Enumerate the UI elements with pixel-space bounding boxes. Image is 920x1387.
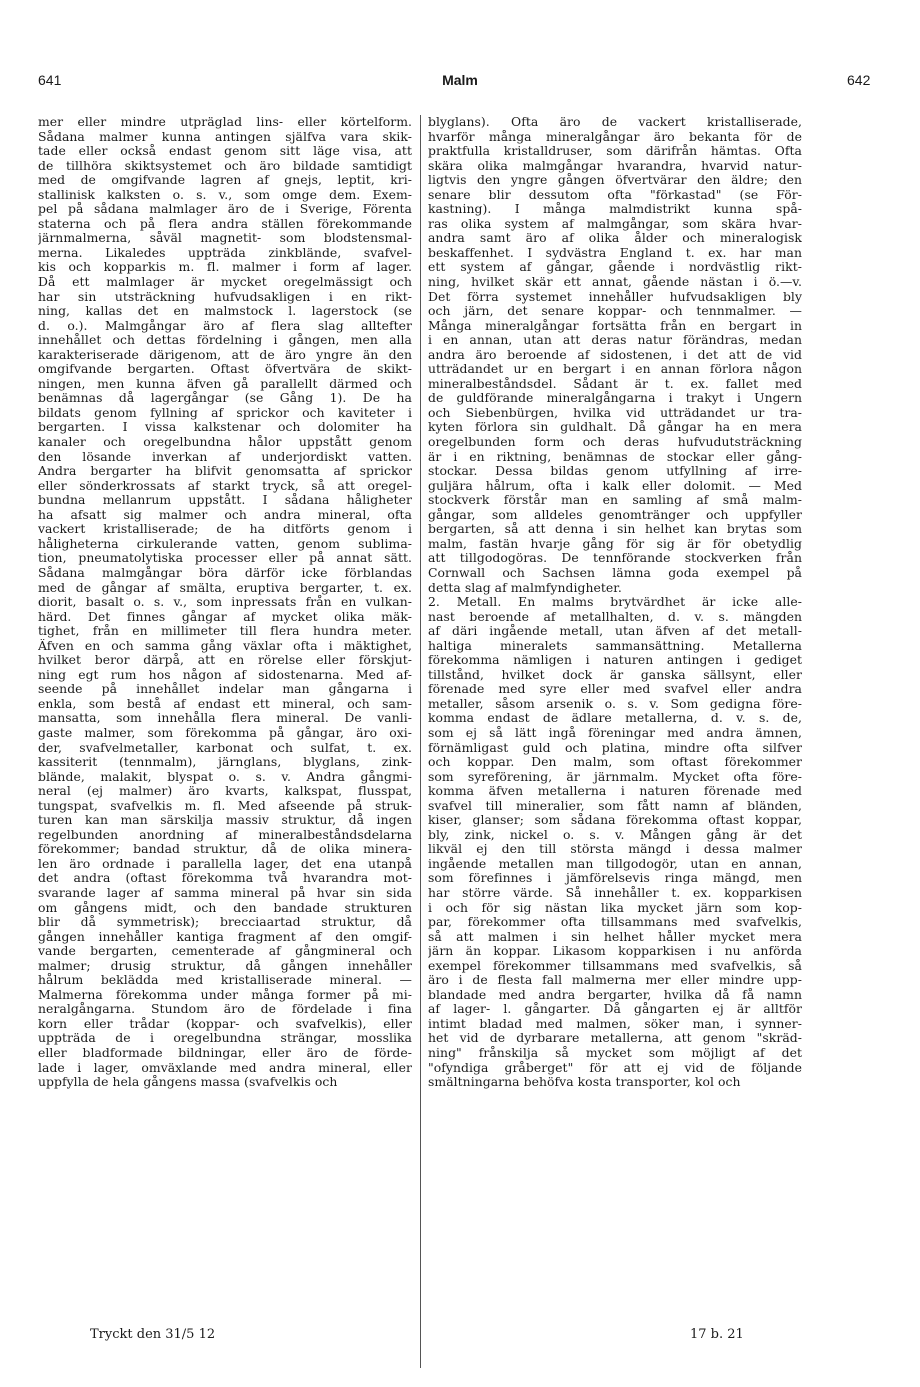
text-line: Då ett malmlager är mycket oregelmässigt och — [38, 275, 412, 290]
text-line: har sin utsträckning hufvudsakligen i en rikt- — [38, 289, 412, 304]
text-line: Många mineralgångar fortsätta från en bergart in — [428, 318, 802, 333]
text-line: pel på sådana malmlager äro de i Sverige, Förenta — [38, 202, 412, 217]
text-line: Andra bergarter ha blifvit genomsatta af sprickor — [38, 464, 412, 479]
text-line: oregelbunden form och deras hufvudutsträckning — [428, 435, 802, 450]
text-line: kassiterit (tennmalm), järnglans, blyglans, zink- — [38, 755, 412, 770]
text-line: ningen, men kunna äfven gå parallellt därmed och — [38, 376, 412, 391]
text-line: beskaffenhet. I sydvästra England t. ex. har man — [428, 245, 802, 260]
text-line: bly, zink, nickel o. s. v. Mången gång är det — [428, 827, 802, 842]
text-line: tion, pneumatolytiska processer eller på annat sätt. — [38, 551, 412, 566]
text-line: neral (ej malmer) äro kvarts, kalkspat, flusspat, — [38, 784, 412, 799]
text-line: stockar. Dessa bildas genom utfyllning af irre- — [428, 464, 802, 479]
text-line: ras olika system af malmgångar, som skära hvar- — [428, 216, 802, 231]
text-line: stallinisk kalksten o. s. v., som omge dem. Exem- — [38, 187, 412, 202]
page-header — [0, 72, 920, 96]
text-line: haltiga mineralets sammansättning. Metallerna — [428, 638, 802, 653]
text-line: i en annan, utan att deras natur förändras, medan — [428, 333, 802, 348]
text-line: eller bladformade bildningar, eller äro de förde- — [38, 1046, 412, 1060]
text-line: den lösande inverkan af underjordiskt vatten. — [38, 449, 412, 464]
text-line: kiser, glanser; som sådana förekomma oftast koppar, — [428, 813, 802, 828]
text-line: utträdandet ur en bergart i en annan förlora någon — [428, 362, 802, 377]
text-line: uppträda de i oregelbundna strängar, mosslika — [38, 1031, 412, 1046]
text-line: förekommer; bandad struktur, då de olika minera- — [38, 842, 412, 857]
text-line: med de gångar af smälta, eruptiva bergarter, t. ex. — [38, 580, 412, 595]
text-line: håligheterna cirkulerande vatten, genom sublima- — [38, 536, 412, 551]
running-title: Malm — [442, 72, 478, 88]
text-line: detta slag af malmfyndigheter. — [428, 580, 622, 595]
text-line: Sådana malmer kunna antingen själfva vara skik- — [38, 129, 412, 144]
text-line: het vid de dyrbarare metallerna, att genom "skräd- — [428, 1031, 802, 1046]
text-line: seende på innehållet indelar man gångarna i — [38, 682, 412, 697]
text-line: som förefinnes i jämförelsevis ringa mängd, men — [428, 871, 802, 886]
text-line: neralgångarna. Stundom äro de fördelade i fina — [38, 1002, 412, 1017]
text-line: innehållet och dettas fördelning i gången, men alla — [38, 333, 412, 348]
text-line: ha afsatt sig malmer och andra mineral, ofta — [38, 507, 412, 522]
text-line: kanaler och oregelbundna hålor uppstått genom — [38, 435, 412, 450]
text-line: med de omgifvande lagren af gnejs, leptit, kri- — [38, 173, 412, 188]
text-line: och koppar. Den malm, som oftast förekommer — [428, 755, 802, 770]
page-number-left: 641 — [38, 72, 62, 88]
text-line: par, förekommer ofta tillsammans med svafvelkis, — [428, 915, 802, 930]
text-line: uppfylla de hela gångens massa (svafvelkis och — [38, 1075, 338, 1090]
text-line: mineralbeståndsdel. Sådant är t. ex. fallet med — [428, 376, 802, 391]
text-line: karakteriserade därigenom, att de äro yngre än den — [38, 347, 412, 362]
text-line: korn eller trådar (koppar- och svafvelkis), eller — [38, 1016, 412, 1031]
text-line: mer eller mindre utpräglad lins- eller körtelform. — [38, 115, 412, 129]
text-line: och Siebenbürgen, hvilka vid utträdandet ur tra- — [428, 405, 802, 420]
text-line: kis och kopparkis m. fl. malmer i form af lager. — [38, 260, 412, 275]
text-line: som ej så lätt ingå föreningar med andra ämnen, — [428, 725, 802, 740]
text-line: blir då symmetrisk); brecciaartad struktur, då — [38, 915, 412, 930]
text-line: intimt bladad med malmen, söker man, i synner- — [428, 1016, 802, 1031]
text-line: tillstånd, hvilket dock är ganska sällsynt, eller — [428, 667, 802, 682]
text-line: bergarten. I vissa kalkstenar och dolomiter ha — [38, 420, 412, 435]
text-line: skära olika malmgångar hvarandra, hvarvid natur- — [428, 158, 802, 173]
text-line: merna. Likaledes uppträda zinkblände, svafvel- — [38, 245, 412, 260]
text-line: Malmerna förekomma under många former på mi- — [38, 987, 412, 1002]
text-line: ingående metallen man tillgodogör, utan en annan, — [428, 856, 802, 871]
text-line: regelbunden anordning af mineralbeståndsdelarna — [38, 827, 412, 842]
left-column — [38, 115, 412, 1090]
text-line: svarande lager af samma mineral på hvar sin sida — [38, 885, 412, 900]
text-line: ning egt rum hos någon af sidostenarna. Med af- — [38, 667, 412, 682]
column-divider — [420, 115, 421, 1368]
text-line: komma endast de ädlare metallerna, d. v. s. de, — [428, 711, 802, 726]
text-line: malmer; drusig struktur, då gången innehåller — [38, 958, 412, 973]
text-line: det andra (oftast förekomma två hvarandra mot- — [38, 871, 412, 886]
text-line: 2. Metall. En malms brytvärdhet är icke alle- — [428, 595, 802, 610]
text-line: Det förra systemet innehåller hufvudsakligen bly — [428, 289, 802, 304]
text-line: härd. Det finnes gångar af mycket olika mäk- — [38, 609, 412, 624]
text-line: turen kan man särskilja massiv struktur, då ingen — [38, 813, 412, 828]
text-line: vackert kristalliserade; de ha ditförts genom i — [38, 522, 412, 537]
print-date: Tryckt den 31/5 12 — [90, 1327, 216, 1342]
text-line: tungspat, svafvelkis m. fl. Med afseende på struk- — [38, 798, 412, 813]
text-line: Äfven en och samma gång växlar ofta i mäktighet, — [38, 638, 412, 653]
text-line: blyglans). Ofta äro de vackert kristalliserade, — [428, 115, 802, 129]
text-line: vande bergarten, cementerade af gångmineral och — [38, 944, 412, 959]
text-line: förekomma nämligen i naturen antingen i gediget — [428, 653, 802, 668]
text-line: hvilket beror därpå, att en rörelse eller förskjut- — [38, 653, 412, 668]
text-line: praktfulla kristalldruser, som därifrån hämtas. Ofta — [428, 144, 802, 159]
text-line: bildats genom fyllning af sprickor och kaviteter i — [38, 405, 412, 420]
text-line: nast beroende af metallhalten, d. v. s. mängden — [428, 609, 802, 624]
text-line: gången innehåller kantiga fragment af den omgif- — [38, 929, 412, 944]
text-line: "ofyndiga gråberget" för att ej vid de följande — [428, 1060, 802, 1075]
text-line: andra samt äro af olika ålder och mineralogisk — [428, 231, 802, 246]
page-number-right: 642 — [847, 72, 871, 88]
text-line: mansatta, som innehålla flera mineral. De vanli- — [38, 711, 412, 726]
text-line: stockverk förstår man en samling af små malm- — [428, 493, 802, 508]
signature-mark: 17 b. 21 — [690, 1327, 744, 1342]
text-line: att tillgodogöras. De tennförande stockverken från — [428, 551, 802, 566]
text-line: likväl ej den till största mängd i dessa malmer — [428, 842, 802, 857]
text-line: Cornwall och Sachsen lämna goda exempel på — [428, 565, 802, 580]
text-line: malm, fastän hvarje gång för sig är för obetydlig — [428, 536, 802, 551]
text-line: är i en riktning, benämnas de stockar eller gång- — [428, 449, 802, 464]
text-line: järnmalmerna, såväl magnetit- som blodstensmal- — [38, 231, 412, 246]
text-line: tade eller också endast genom sitt läge visa, att — [38, 144, 412, 159]
text-line: exempel förekommer tillsammans med svafvelkis, så — [428, 958, 802, 973]
text-line: af lager- l. gångarter. Då gångarten ej är alltför — [428, 1002, 802, 1017]
text-line: staterna och på flera andra ställen förekommande — [38, 216, 412, 231]
text-line: svafvel till mineralier, som fått namn af bländen, — [428, 798, 802, 813]
text-line: metaller, såsom arsenik o. s. v. Som gedigna före- — [428, 696, 802, 711]
text-line: af däri ingående metall, utan äfven af det metall- — [428, 624, 802, 639]
text-line: guljära hålrum, ofta i kalk eller dolomit. — Med — [428, 478, 802, 493]
text-line: bundna mellanrum uppstått. I sådana håligheter — [38, 493, 412, 508]
text-line: järn än koppar. Likasom kopparkisen i nu anförda — [428, 944, 802, 959]
text-line: kyten förlora sin guldhalt. Då gångar ha en mera — [428, 420, 802, 435]
text-line: har större värde. Så innehåller t. ex. kopparkisen — [428, 885, 802, 900]
text-line: enkla, som bestå af endast ett mineral, och sam- — [38, 696, 412, 711]
text-line: ligtvis den yngre gången öfvertvärar den äldre; den — [428, 173, 802, 188]
text-line: gaste malmer, som förekomma på gångar, äro oxi- — [38, 725, 412, 740]
text-line: omgifvande bergarten. Oftast öfvertvära de skikt- — [38, 362, 412, 377]
text-line: lade i lager, omväxlande med andra mineral, eller — [38, 1060, 412, 1075]
text-line: senare blir dessutom ofta "förkastad" (se För- — [428, 187, 802, 202]
text-line: Sådana malmgångar böra därför icke förblandas — [38, 565, 412, 580]
text-line: ning" frånskilja så mycket som möjligt af det — [428, 1046, 802, 1060]
right-column — [428, 115, 802, 1090]
text-line: diorit, basalt o. s. v., som inpressats från en vulkan- — [38, 595, 412, 610]
text-line: de tillhöra skiktsystemet och äro bildade samtidigt — [38, 158, 412, 173]
text-line: smältningarna behöfva kosta transporter, kol och — [428, 1075, 741, 1090]
text-line: blände, malakit, blyspat o. s. v. Andra gångmi- — [38, 769, 412, 784]
text-line: hvarför många mineralgångar äro bekanta för de — [428, 129, 802, 144]
text-line: eller sönderkrossats af starkt tryck, så att oregel- — [38, 478, 412, 493]
text-line: äro i de flesta fall malmerna mer eller mindre upp- — [428, 973, 802, 988]
text-line: blandade med andra bergarter, hvilka då få namn — [428, 987, 802, 1002]
text-line: ning, hvilket skär ett annat, gående nästan i ö.—v. — [428, 275, 802, 290]
text-line: benämnas då lagergångar (se Gång 1). De ha — [38, 391, 412, 406]
text-line: kastning). I många malmdistrikt kunna spå- — [428, 202, 802, 217]
text-line: len äro ordnade i parallella lager, det ena utanpå — [38, 856, 412, 871]
text-line: ett system af gångar, gående i nordvästlig rikt- — [428, 260, 802, 275]
text-line: ning, kallas det en malmstock l. lagerstock (se — [38, 304, 412, 319]
text-line: tighet, från en millimeter till flera hundra meter. — [38, 624, 412, 639]
text-line: de guldförande mineralgångarna i trakyt i Ungern — [428, 391, 802, 406]
text-line: så att malmen i sin helhet håller mycket mera — [428, 929, 802, 944]
text-line: hålrum beklädda med kristalliserade mineral. — — [38, 973, 412, 988]
text-line: förenade med syre eller med svafvel eller andra — [428, 682, 802, 697]
text-line: d. o.). Malmgångar äro af flera slag alltefter — [38, 318, 412, 333]
text-line: om gångens midt, och den bandade strukturen — [38, 900, 412, 915]
text-line: och järn, det senare koppar- och tennmalmer. — — [428, 304, 802, 319]
text-line: komma äfven metallerna i naturen förenade med — [428, 784, 802, 799]
text-line: andra äro beroende af sidostenen, i det att de vid — [428, 347, 802, 362]
text-line: gångar, som alldeles genomtränger och uppfyller — [428, 507, 802, 522]
text-line: som syreförening, är järnmalm. Mycket ofta före- — [428, 769, 802, 784]
text-line: der, svafvelmetaller, karbonat och sulfat, t. ex. — [38, 740, 412, 755]
text-line: förnämligast guld och platina, mindre ofta silfver — [428, 740, 802, 755]
text-line: i och för sig nästan lika mycket järn som kop- — [428, 900, 802, 915]
text-line: bergarten, så att denna i sin helhet kan brytas som — [428, 522, 802, 537]
